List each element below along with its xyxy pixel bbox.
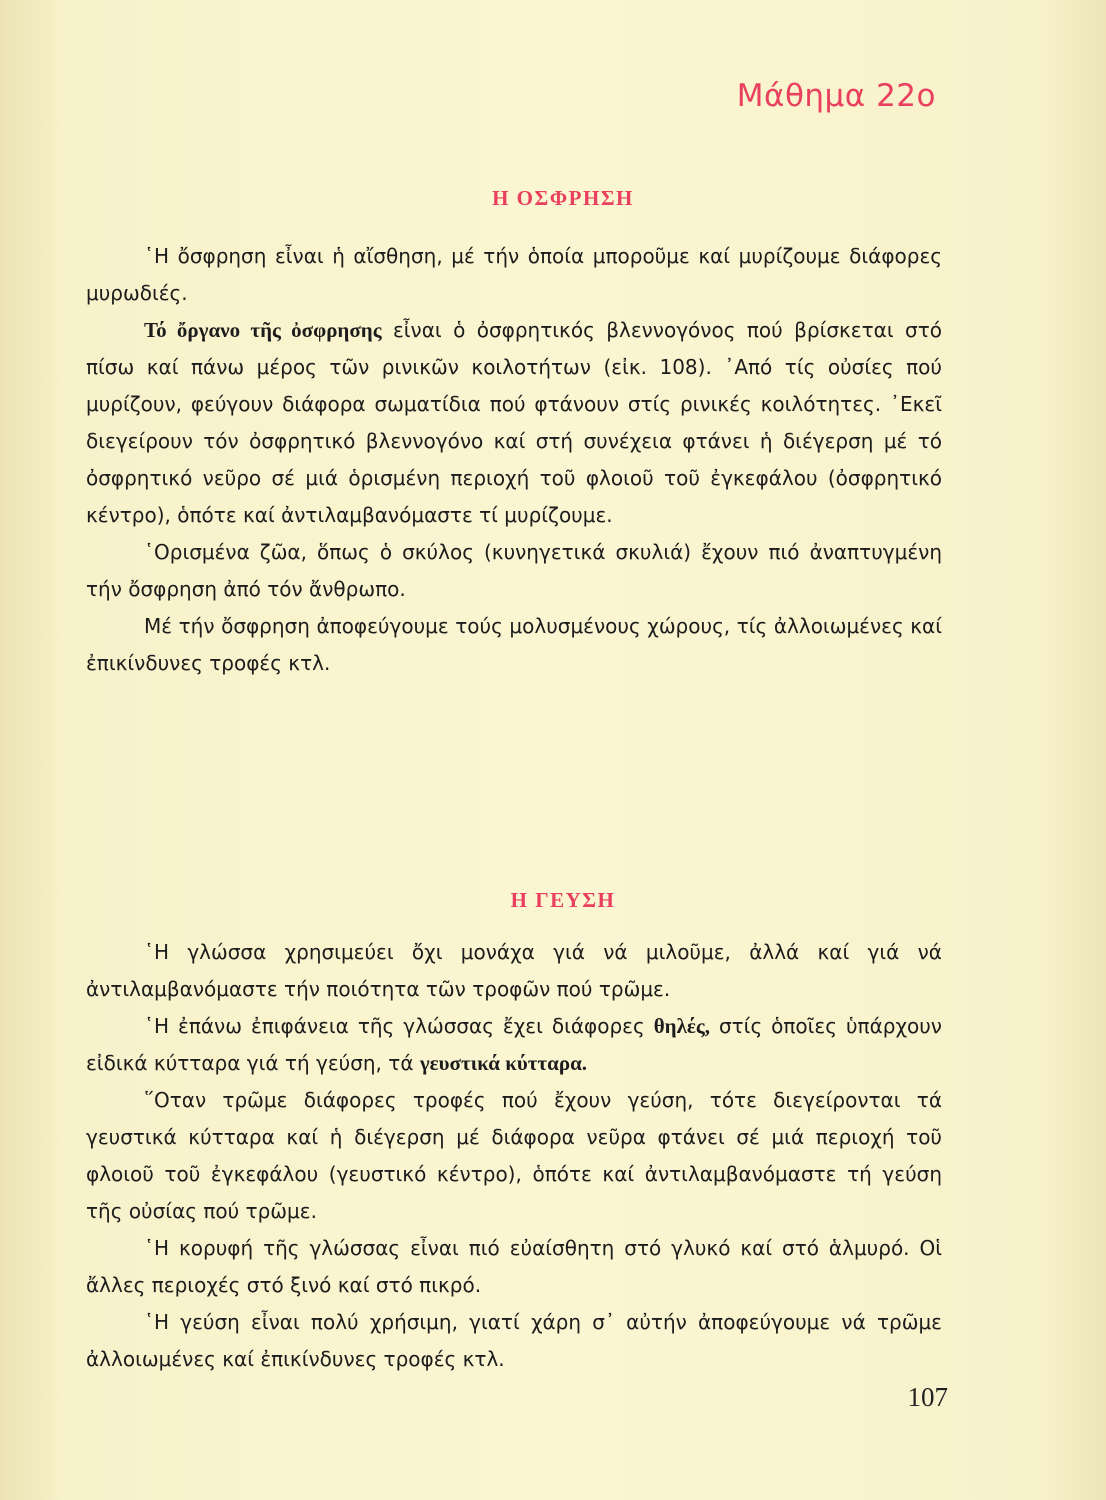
paragraph: Μέ τήν ὄσφρηση ἀποφεύγουμε τούς μολυσμένους χώρους, τίς ἀλλοιωμένες καί ἐπικίνδυνες τροφές κτλ.: [86, 614, 942, 675]
paragraph-text: στίς ὁποῖες ὑπάρχουν εἰδικά κύτταρα γιά τή γεύση, τά: [86, 1014, 942, 1075]
bold-term: γευστικά κύτταρα.: [419, 1051, 588, 1075]
paragraph: ῾Η ὄσφρηση εἶναι ἡ αἴσθηση, μέ τήν ὁποία μποροῦμε καί μυρίζουμε διάφορες μυρωδιές.: [86, 244, 942, 305]
paragraph: ῾Ορισμένα ζῶα, ὅπως ὁ σκύλος (κυνηγετικά σκυλιά) ἔχουν πιό ἀναπτυγμένη τήν ὄσφρηση ἀπό τόν ἄνθρωπο.: [86, 540, 942, 601]
section-body-smell: [86, 238, 942, 682]
page-number: 107: [907, 1382, 948, 1412]
bold-term: Τό ὄργανο τῆς ὀσφρησης: [144, 318, 382, 342]
bold-term: θηλές,: [653, 1014, 710, 1038]
paragraph: ῾Η γεύση εἶναι πολύ χρήσιμη, γιατί χάρη σ᾿ αὐτήν ἀποφεύγουμε νά τρῶμε ἀλλοιωμένες καί ἐπικίνδυνες τροφές κτλ.: [86, 1310, 942, 1371]
lesson-title: Μάθημα 22ο: [736, 78, 936, 114]
paragraph: [86, 1008, 942, 1082]
paragraph: ῾Η γλώσσα χρησιμεύει ὄχι μονάχα γιά νά μιλοῦμε, ἀλλά καί γιά νά ἀντιλαμβανόμαστε τήν ποιότητα τῶν τροφῶν πού τρῶμε.: [86, 940, 942, 1001]
section-body-taste: [86, 934, 942, 1378]
paragraph: [86, 312, 942, 534]
section-heading-taste: Η ΓΕΥΣΗ: [510, 888, 616, 912]
section-heading-smell: Η ΟΣΦΡΗΣΗ: [492, 186, 634, 210]
paragraph-text: ῾Η ἐπάνω ἐπιφάνεια τῆς γλώσσας ἔχει διάφορες: [144, 1014, 654, 1038]
paragraph: ῾Η κορυφή τῆς γλώσσας εἶναι πιό εὐαίσθητη στό γλυκό καί στό ἁλμυρό. Οἱ ἄλλες περιοχές στό ξινό καί στό πικρό.: [86, 1236, 942, 1297]
paragraph: ῞Οταν τρῶμε διάφορες τροφές πού ἔχουν γεύση, τότε διεγείρονται τά γευστικά κύτταρα καί ἡ διέγερση μέ διάφορα νεῦρα φτάνει σέ μιά περιοχή τοῦ φλοιοῦ τοῦ ἐγκεφάλου (γευστικό κέντρο), ὁπότε καί ἀντιλαμβανόμαστε τή γεύση τῆς οὐσίας πού τρῶμε.: [86, 1088, 942, 1223]
paragraph-text: εἶναι ὁ ὀσφρητικός βλεννογόνος πού βρίσκεται στό πίσω καί πάνω μέρος τῶν ρινικῶν κοιλοτήτων (εἰκ. 108). ᾿Από τίς οὐσίες πού μυρίζουν, φεύγουν διάφορα σωματίδια πού φτάνουν στίς ρινικές κοιλότητες. ᾿Εκεῖ διεγείρουν τόν ὀσφρητικό βλεννογόνο καί στή συνέχεια φτάνει ἡ διέγερση μέ τό ὀσφρητικό νεῦρο σέ μιά ὁρισμένη περιοχή τοῦ φλοιοῦ τοῦ ἐγκεφάλου (ὀσφρητικό κέντρο), ὁπότε καί ἀντιλαμβανόμαστε τί μυρίζουμε.: [86, 318, 942, 527]
